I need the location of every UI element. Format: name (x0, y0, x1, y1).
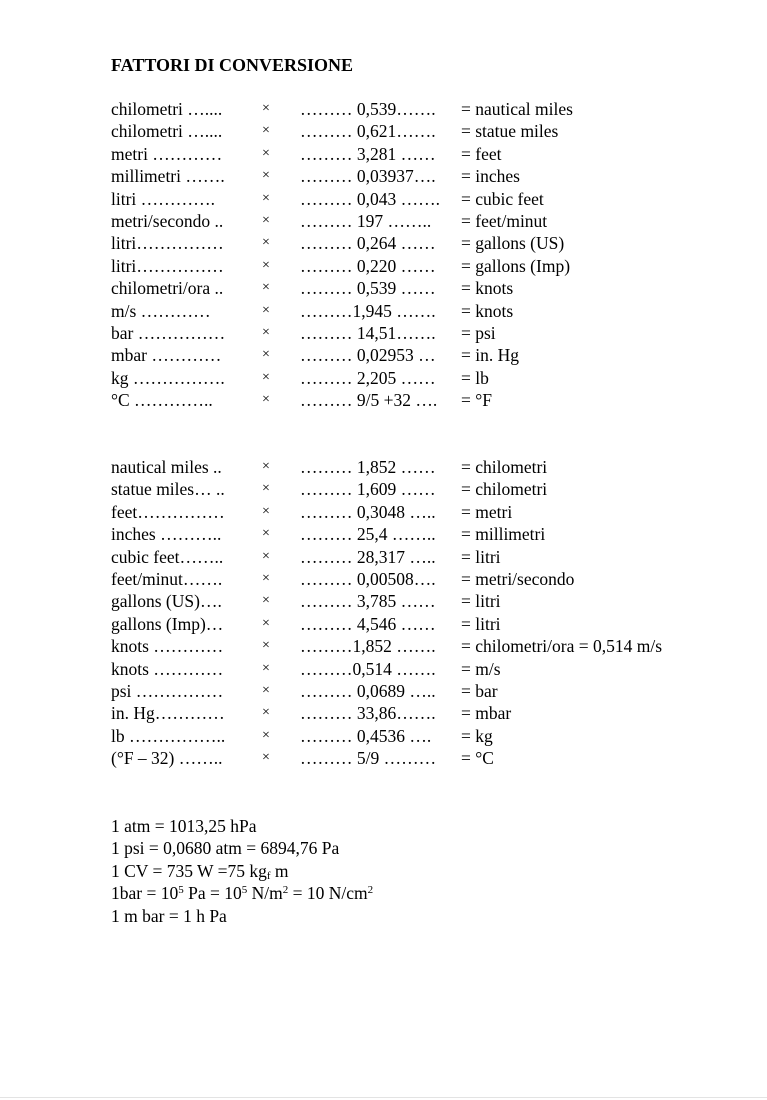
conversion-row (111, 747, 751, 769)
to-unit: = lb (461, 367, 489, 388)
conversion-factor: ……… 0,3048 ….. (300, 501, 436, 522)
from-unit: knots ………… (111, 636, 224, 657)
from-unit: psi …………… (111, 680, 224, 701)
from-unit: feet/minut……. (111, 568, 223, 589)
multiply-symbol: × (262, 750, 270, 766)
from-unit: °C ………….. (111, 390, 213, 411)
to-unit: = litri (461, 591, 501, 612)
conversion-factor: ……… 14,51……. (300, 322, 436, 343)
multiply-symbol: × (262, 570, 270, 586)
conversion-factor: ……… 28,317 ….. (300, 546, 436, 567)
from-unit: feet…………… (111, 501, 225, 522)
to-unit: = inches (461, 166, 520, 187)
to-unit: = feet/minut (461, 210, 548, 231)
conversion-factor: ……… 1,852 …… (300, 457, 436, 477)
from-unit: knots ………… (111, 658, 224, 679)
conversion-factor: ……… 0,00508…. (300, 568, 436, 589)
conversion-row (111, 322, 751, 344)
multiply-symbol: × (262, 302, 270, 318)
from-unit: litri…………… (111, 233, 224, 254)
multiply-symbol: × (262, 548, 270, 564)
note-psi: 1 psi = 0,0680 atm = 6894,76 Pa (111, 838, 340, 859)
conversion-factor: ……… 0,220 …… (300, 255, 436, 276)
conversion-factor: ……… 0,02953 … (300, 345, 436, 366)
conversion-row (111, 658, 751, 680)
conversion-row (111, 143, 751, 165)
conversion-factor: ……… 3,785 …… (300, 591, 436, 612)
conversion-row (111, 680, 751, 702)
from-unit: metri/secondo .. (111, 210, 224, 231)
multiply-symbol: × (262, 324, 270, 340)
to-unit: = cubic feet (461, 188, 544, 209)
conversion-factor: ……… 0,0689 ….. (300, 680, 436, 701)
multiply-symbol: × (262, 638, 270, 654)
to-unit: = bar (461, 680, 498, 701)
from-unit: inches ……….. (111, 524, 222, 545)
to-unit: = chilometri (461, 457, 548, 477)
conversion-factor: ………1,945 ……. (300, 300, 436, 321)
note-bar (111, 882, 373, 904)
conversion-row (111, 367, 751, 389)
to-unit: = psi (461, 322, 496, 343)
multiply-symbol: × (262, 347, 270, 363)
note-bar-part: 1bar = 10 (111, 883, 179, 904)
from-unit: chilometri ….... (111, 121, 223, 142)
from-unit: nautical miles .. (111, 457, 222, 477)
note-atm: 1 atm = 1013,25 hPa (111, 816, 257, 836)
conversion-row (111, 188, 751, 210)
from-unit: metri ………… (111, 143, 223, 164)
conversion-factor: ……… 0,03937…. (300, 166, 436, 187)
conversion-row (111, 478, 751, 500)
from-unit: statue miles… .. (111, 479, 225, 500)
to-unit: = °C (461, 748, 494, 769)
from-unit: bar …………… (111, 322, 226, 343)
multiply-symbol: × (262, 526, 270, 542)
note-bar-part: = 10 N/cm (288, 883, 368, 904)
page-bottom-divider (0, 1097, 767, 1098)
to-unit: = statue miles (461, 121, 559, 142)
multiply-symbol: × (262, 593, 270, 609)
conversion-row (111, 613, 751, 635)
conversion-factor: ……… 0,043 ……. (300, 188, 440, 209)
multiply-symbol: × (262, 212, 270, 228)
to-unit: = gallons (US) (461, 233, 565, 254)
conversion-row (111, 546, 751, 568)
to-unit: = knots (461, 300, 514, 321)
to-unit: = millimetri (461, 524, 546, 545)
multiply-symbol: × (262, 615, 270, 631)
from-unit: lb …………….. (111, 725, 226, 746)
unit-notes (111, 815, 373, 927)
conversion-factor: ……… 2,205 …… (300, 367, 436, 388)
from-unit: millimetri ……. (111, 166, 225, 187)
conversion-row (111, 456, 751, 478)
conversion-factor: ……… 197 …….. (300, 210, 432, 231)
multiply-symbol: × (262, 257, 270, 273)
to-unit: = chilometri (461, 479, 548, 500)
from-unit: cubic feet…….. (111, 546, 224, 567)
from-unit: kg ……………. (111, 367, 225, 388)
multiply-symbol: × (262, 123, 270, 139)
note-bar-part: N/m (247, 883, 283, 904)
multiply-symbol: × (262, 392, 270, 408)
note-cv (111, 860, 373, 882)
from-unit: m/s ………… (111, 300, 211, 321)
conversion-row (111, 120, 751, 142)
conversion-table-imperial-to-metric (111, 456, 751, 769)
to-unit: = metri/secondo (461, 568, 575, 589)
page-title: FATTORI DI CONVERSIONE (111, 55, 354, 75)
conversion-factor: ……… 9/5 +32 …. (300, 390, 438, 411)
to-unit: = gallons (Imp) (461, 255, 571, 276)
conversion-row (111, 635, 751, 657)
conversion-row (111, 344, 751, 366)
from-unit: chilometri ….... (111, 99, 223, 119)
conversion-factor: ……… 0,621……. (300, 121, 436, 142)
conversion-row (111, 590, 751, 612)
note-bar-exponent: 5 (178, 884, 184, 897)
multiply-symbol: × (262, 235, 270, 251)
from-unit: litri …………. (111, 188, 216, 209)
to-unit: = knots (461, 278, 514, 299)
multiply-symbol: × (262, 459, 270, 474)
multiply-symbol: × (262, 190, 270, 206)
multiply-symbol: × (262, 145, 270, 161)
from-unit: gallons (Imp)… (111, 613, 224, 634)
to-unit: = m/s (461, 658, 501, 679)
multiply-symbol: × (262, 727, 270, 743)
note-bar-part: Pa = 10 (183, 883, 242, 904)
to-unit: = in. Hg (461, 345, 519, 366)
conversion-row (111, 389, 751, 411)
conversion-row (111, 568, 751, 590)
conversion-factor: ………0,514 ……. (300, 658, 436, 679)
conversion-row (111, 98, 751, 120)
from-unit: (°F – 32) …….. (111, 748, 223, 769)
conversion-row (111, 232, 751, 254)
to-unit: = chilometri/ora = 0,514 m/s (461, 636, 663, 657)
to-unit: = mbar (461, 703, 512, 724)
note-cv-text: 1 CV = 735 W =75 kg (111, 860, 267, 881)
note-cv-unit: m (270, 860, 289, 881)
note-bar-exponent: 5 (241, 884, 248, 897)
to-unit: = litri (461, 613, 501, 634)
to-unit: = nautical miles (461, 99, 573, 119)
conversion-row (111, 255, 751, 277)
conversion-factor: ……… 0,539 …… (300, 278, 436, 299)
note-bar-exponent: 2 (282, 884, 289, 897)
note-mbar: 1 m bar = 1 h Pa (111, 905, 227, 926)
note-cv-subscript: f (266, 869, 271, 882)
from-unit: mbar ………… (111, 345, 222, 366)
multiply-symbol: × (262, 481, 270, 497)
multiply-symbol: × (262, 369, 270, 385)
conversion-factor: ……… 5/9 ……… (300, 748, 437, 769)
conversion-factor: ……… 33,86……. (300, 703, 436, 724)
conversion-row (111, 277, 751, 299)
conversion-row (111, 210, 751, 232)
to-unit: = °F (461, 390, 492, 411)
conversion-row (111, 702, 751, 724)
conversion-row (111, 501, 751, 523)
conversion-factor: ……… 1,609 …… (300, 479, 436, 500)
conversion-table-metric-to-imperial (111, 98, 751, 411)
multiply-symbol: × (262, 705, 270, 721)
conversion-factor: ……… 0,264 …… (300, 233, 436, 254)
multiply-symbol: × (262, 682, 270, 698)
conversion-row (111, 300, 751, 322)
from-unit: chilometri/ora .. (111, 278, 224, 299)
to-unit: = metri (461, 501, 513, 522)
conversion-factor: ……… 0,539……. (300, 99, 436, 119)
multiply-symbol: × (262, 101, 270, 116)
from-unit: in. Hg………… (111, 703, 225, 724)
from-unit: gallons (US)…. (111, 591, 222, 612)
multiply-symbol: × (262, 168, 270, 184)
to-unit: = kg (461, 725, 493, 746)
conversion-factor: ……… 25,4 …….. (300, 524, 436, 545)
conversion-factor: ……… 0,4536 …. (300, 725, 432, 746)
conversion-factor: ……… 4,546 …… (300, 613, 436, 634)
to-unit: = feet (461, 143, 502, 164)
multiply-symbol: × (262, 660, 270, 676)
conversion-row (111, 725, 751, 747)
from-unit: litri…………… (111, 255, 224, 276)
note-bar-exponent: 2 (367, 884, 374, 897)
conversion-row (111, 165, 751, 187)
multiply-symbol: × (262, 280, 270, 296)
conversion-row (111, 523, 751, 545)
to-unit: = litri (461, 546, 501, 567)
multiply-symbol: × (262, 503, 270, 519)
conversion-factor: ……… 3,281 …… (300, 143, 436, 164)
conversion-factor: ………1,852 ……. (300, 636, 436, 657)
